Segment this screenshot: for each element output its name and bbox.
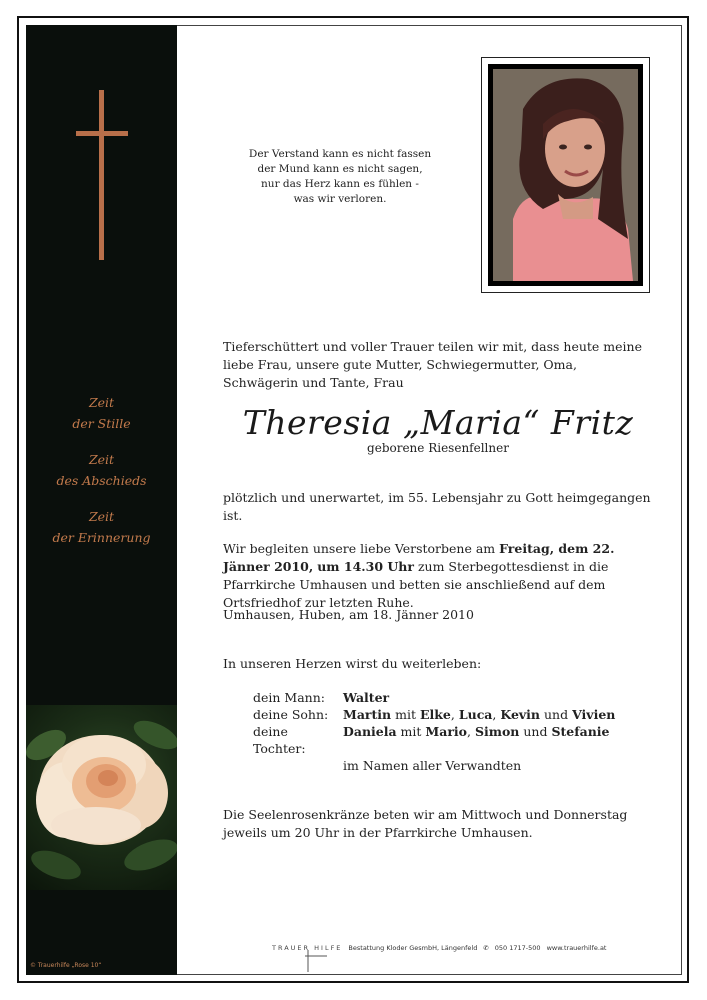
family-label: deine Tochter: xyxy=(253,724,306,756)
family-name: Mario xyxy=(425,724,468,739)
cross-icon xyxy=(76,90,128,260)
quote-line: nur das Herz kann es fühlen - xyxy=(261,178,419,190)
family-name: Luca xyxy=(458,707,493,722)
rosary-paragraph: Die Seelenrosenkränze beten wir am Mittwoch und Donnerstag jeweils um 20 Uhr in der Pfarrkirche Umhausen. xyxy=(223,807,628,840)
family-name: Vivien xyxy=(572,707,616,722)
sidebar-verses xyxy=(26,392,177,548)
logo-cross-icon xyxy=(305,950,327,972)
family-label: deine Sohn: xyxy=(253,707,329,722)
phone-icon: ✆ xyxy=(483,944,489,952)
company-name: Bestattung Kloder GesmbH, Längenfeld xyxy=(348,944,478,952)
intro-paragraph: Tieferschüttert und voller Trauer teilen wir mit, dass heute meine liebe Frau, unsere gute Mutter, Schwiegermutter, Oma, Schwägerin und Tante, Frau xyxy=(223,339,642,390)
family-row xyxy=(253,757,615,774)
funeral-paragraph xyxy=(223,540,653,612)
family-name: Stefanie xyxy=(551,724,610,739)
verse-line: Zeit xyxy=(88,509,115,524)
quote xyxy=(240,147,440,207)
family-label: dein Mann: xyxy=(253,690,325,705)
passing-paragraph: plötzlich und unerwartet, im 55. Lebensjahr zu Gott heimgegangen ist. xyxy=(223,490,651,523)
rose-image xyxy=(26,705,177,890)
portrait-photo xyxy=(493,69,638,281)
verse-line: der Stille xyxy=(72,416,131,431)
family-name: Elke xyxy=(419,707,451,722)
quote-line: der Mund kann es nicht sagen, xyxy=(257,163,423,175)
funeral-date: Freitag, dem 22. Jänner 2010, xyxy=(223,541,615,574)
family-row: deine Tochter: Daniela mit Mario, Simon und Stefanie xyxy=(253,724,610,756)
maiden-name: geborene Riesenfellner xyxy=(367,441,509,455)
phone-number: 050 1717-500 xyxy=(494,944,541,952)
funeral-text: zum Sterbegottesdienst in die Pfarrkirche Umhausen und betten sie anschließend auf dem Ortsfriedhof zur letzten Ruhe. xyxy=(223,559,609,610)
family-name: Daniela xyxy=(343,724,397,739)
verse-line: Zeit xyxy=(88,395,115,410)
family-list xyxy=(253,689,615,774)
family-row: deine Sohn: Martin mit Elke, Luca, Kevin und Vivien xyxy=(253,707,616,722)
image-credit: © Trauerhilfe „Rose 10“ xyxy=(30,962,102,969)
quote-line: was wir verloren. xyxy=(293,193,387,205)
family-row xyxy=(253,689,615,706)
website[interactable]: www.trauerhilfe.at xyxy=(546,944,607,952)
family-name: Kevin xyxy=(500,707,541,722)
quote-line: Der Verstand kann es nicht fassen xyxy=(248,148,432,160)
portrait-frame xyxy=(481,57,650,293)
family-name: Martin xyxy=(343,707,392,722)
hearts-line: In unseren Herzen wirst du weiterleben: xyxy=(223,656,482,671)
trauerhilfe-logo: TRAUER HILFE xyxy=(272,944,343,952)
family-name: Walter xyxy=(343,690,390,705)
relatives-line: im Namen aller Verwandten xyxy=(343,758,522,773)
funeral-text: Wir begleiten unsere liebe Verstorbene am xyxy=(223,541,500,556)
family-name: Simon xyxy=(474,724,520,739)
verse-line: der Erinnerung xyxy=(52,530,151,545)
deceased-name: Theresia „Maria“ Fritz xyxy=(242,403,634,442)
funeral-time: um 14.30 Uhr xyxy=(317,559,414,574)
verse-line: des Abschieds xyxy=(56,473,147,488)
verse-line: Zeit xyxy=(88,452,115,467)
place-date: Umhausen, Huben, am 18. Jänner 2010 xyxy=(223,607,474,622)
